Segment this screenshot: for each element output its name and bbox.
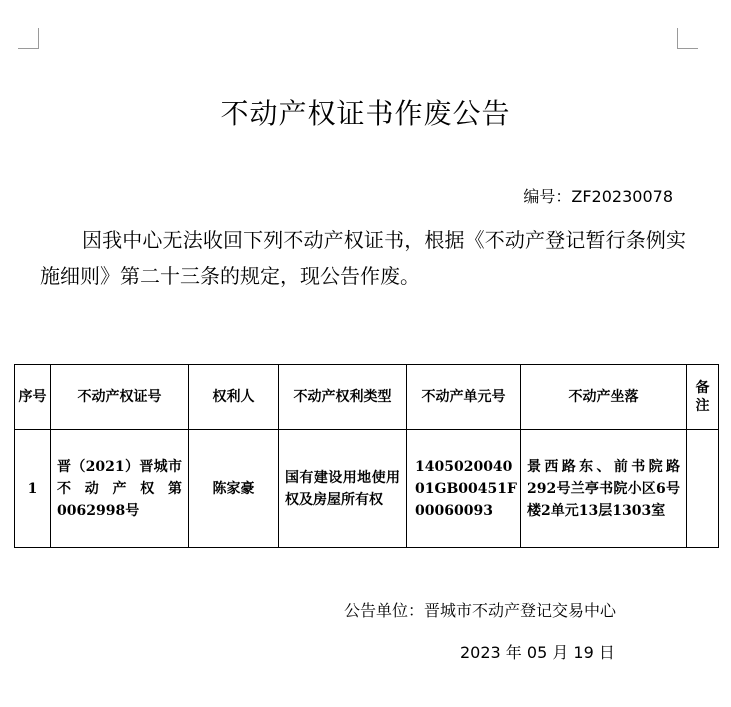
- header-right-type: 不动产权利类型: [279, 365, 407, 430]
- crop-mark-top-left: [18, 28, 39, 49]
- crop-mark-top-right: [677, 28, 698, 49]
- cell-remark: [687, 430, 719, 548]
- table-row: [15, 430, 719, 548]
- document-number: 编号：ZF20230078: [523, 187, 673, 206]
- cell-right-type: 国有建设用地使用权及房屋所有权: [279, 430, 407, 548]
- header-unit-no: 不动产单元号: [407, 365, 521, 430]
- cell-seq: 1: [15, 430, 51, 548]
- certificate-table: [14, 364, 719, 548]
- cell-owner: 陈家豪: [189, 430, 279, 548]
- table-header-row: [15, 365, 719, 430]
- header-cert-no: 不动产权证号: [51, 365, 189, 430]
- document-title: 不动产权证书作废公告: [220, 97, 511, 130]
- cell-location: 景西路东、前书院路292号兰亭书院小区6号楼2单元13层1303室: [521, 430, 687, 548]
- issue-date: 2023 年 05 月 19 日: [460, 643, 615, 662]
- header-owner: 权利人: [189, 365, 279, 430]
- announcement-body: 因我中心无法收回下列不动产权证书，根据《不动产登记暂行条例实施细则》第二十三条的规定，现公告作废。: [40, 228, 686, 288]
- header-remark: 备注: [687, 365, 719, 430]
- header-location: 不动产坐落: [521, 365, 687, 430]
- issuer: 公告单位：晋城市不动产登记交易中心: [344, 601, 617, 620]
- cell-cert-no: 晋（2021）晋城市不动产权第0062998号: [51, 430, 189, 548]
- cell-unit-no: 140502004001GB00451F00060093: [407, 430, 521, 548]
- header-seq: 序号: [15, 365, 51, 430]
